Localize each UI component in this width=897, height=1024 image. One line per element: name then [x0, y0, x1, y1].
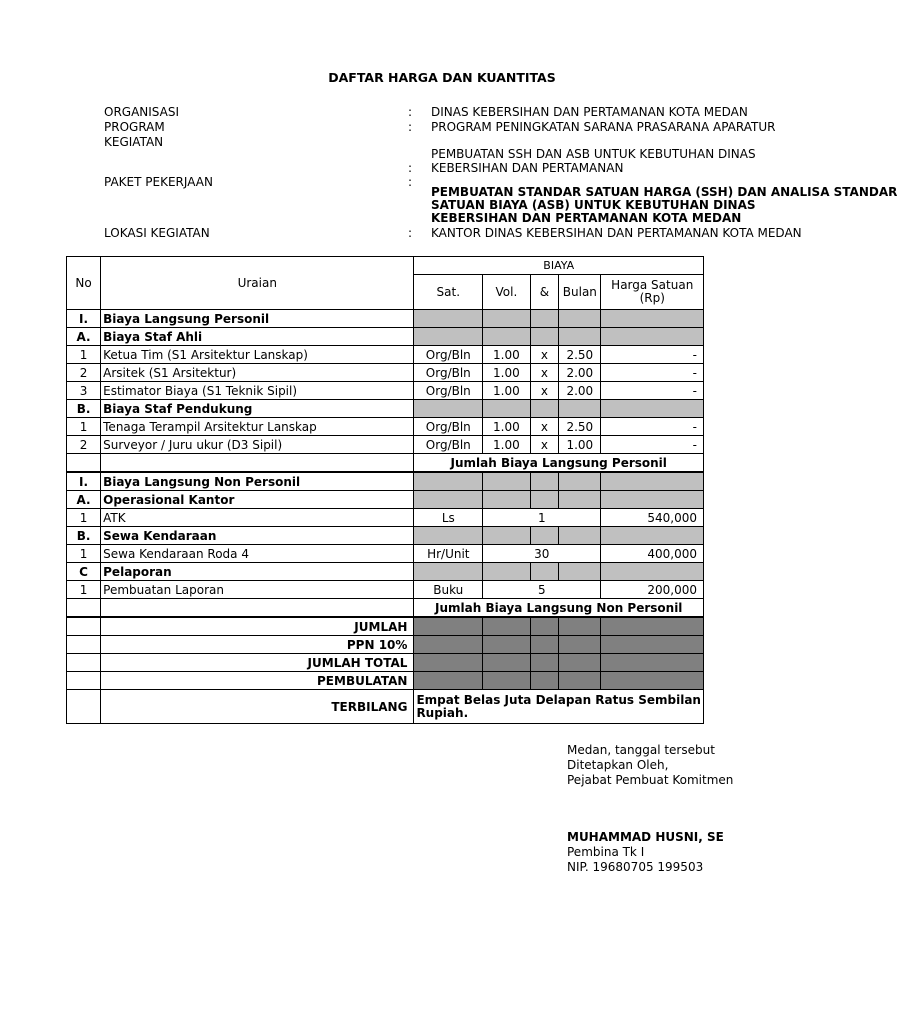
signature-jabatan: Pejabat Pembuat Komitmen: [567, 773, 734, 787]
paket-value-line3: KEBERSIHAN DAN PERTAMANAN KOTA MEDAN: [431, 211, 742, 225]
subtotal-non-personil-label: Jumlah Biaya Langsung Non Personil: [414, 599, 704, 618]
total-row: [67, 636, 704, 654]
table-row: 2 Surveyor / Juru ukur (D3 Sipil) Org/Bln 1.00 x 1.00 -: [67, 436, 704, 454]
terbilang-value: [414, 690, 704, 724]
total-row: [67, 654, 704, 672]
kegiatan-value-line2: KEBERSIHAN DAN PERTAMANAN: [431, 161, 624, 175]
terbilang-value-line1: Empat Belas Juta Delapan Ratus Sembilan: [416, 692, 701, 707]
terbilang-row: [67, 690, 704, 724]
table-row: 1 Pembuatan Laporan Buku 5 200,000: [67, 581, 704, 599]
signature-ditetapkan: Ditetapkan Oleh,: [567, 758, 669, 772]
signature-name: MUHAMMAD HUSNI, SE: [567, 830, 724, 844]
paket-value-line1: PEMBUATAN STANDAR SATUAN HARGA (SSH) DAN ANALISA STANDAR: [431, 185, 897, 199]
section-label: Biaya Langsung Personil: [101, 310, 414, 328]
terbilang-label: TERBILANG: [101, 690, 414, 724]
section-row: [67, 310, 704, 328]
paket-label: PAKET PEKERJAAN: [104, 175, 213, 189]
signature-place-date: Medan, tanggal tersebut: [567, 743, 715, 757]
subtotal-personil-label: Jumlah Biaya Langsung Personil: [414, 454, 704, 473]
lokasi-label: LOKASI KEGIATAN: [104, 226, 210, 240]
table-row: 1 ATK Ls 1 540,000: [67, 509, 704, 527]
lokasi-value: KANTOR DINAS KEBERSIHAN DAN PERTAMANAN KOTA MEDAN: [431, 226, 802, 240]
kegiatan-value-line1: PEMBUATAN SSH DAN ASB UNTUK KEBUTUHAN DINAS: [431, 147, 756, 161]
table-row: 2 Arsitek (S1 Arsitektur) Org/Bln 1.00 x 2.00 -: [67, 364, 704, 382]
colon: :: [408, 226, 413, 240]
total-row: [67, 617, 704, 636]
header-harga-satuan-line1: Harga Satuan: [611, 278, 694, 292]
table-row: 1 Sewa Kendaraan Roda 4 Hr/Unit 30 400,000: [67, 545, 704, 563]
price-quantity-table: [66, 256, 704, 724]
colon: :: [408, 105, 413, 119]
table-header-row: [67, 257, 704, 275]
header-amp: &: [530, 275, 559, 310]
total-row: [67, 672, 704, 690]
pembulatan-label: PEMBULATAN: [101, 672, 414, 690]
section-no: I.: [67, 310, 101, 328]
terbilang-value-line2: Rupiah.: [416, 705, 469, 720]
organisasi-value: DINAS KEBERSIHAN DAN PERTAMANAN KOTA MEDAN: [431, 105, 748, 119]
header-uraian: Uraian: [101, 257, 414, 310]
table-row: 1 Ketua Tim (S1 Arsitektur Lanskap) Org/Bln 1.00 x 2.50 -: [67, 346, 704, 364]
subsection-row: B. Biaya Staf Pendukung: [67, 400, 704, 418]
paket-value-line2: SATUAN BIAYA (ASB) UNTUK KEBUTUHAN DINAS: [431, 198, 756, 212]
ppn-label: PPN 10%: [101, 636, 414, 654]
header-bulan: Bulan: [559, 275, 601, 310]
program-label: PROGRAM: [104, 120, 165, 134]
header-sat: Sat.: [414, 275, 483, 310]
header-no: No: [67, 257, 101, 310]
signature-rank: Pembina Tk I: [567, 845, 645, 859]
jumlah-label: JUMLAH: [101, 617, 414, 636]
jumlah-total-label: JUMLAH TOTAL: [101, 654, 414, 672]
table-row: 1 Tenaga Terampil Arsitektur Lanskap Org/Bln 1.00 x 2.50 -: [67, 418, 704, 436]
colon: :: [408, 175, 413, 189]
subsection-row: C Pelaporan: [67, 563, 704, 581]
document-title: DAFTAR HARGA DAN KUANTITAS: [328, 70, 556, 85]
subtotal-row: [67, 454, 704, 473]
kegiatan-label: KEGIATAN: [104, 135, 164, 149]
header-vol: Vol.: [483, 275, 531, 310]
header-biaya: BIAYA: [414, 257, 704, 275]
subsection-row: B. Sewa Kendaraan: [67, 527, 704, 545]
section-row: I. Biaya Langsung Non Personil: [67, 472, 704, 491]
subsection-row: [67, 328, 704, 346]
header-harga-satuan: [601, 275, 704, 310]
subsection-row: A. Operasional Kantor: [67, 491, 704, 509]
subsection-no: A.: [67, 328, 101, 346]
colon: :: [408, 161, 413, 175]
subtotal-row: [67, 599, 704, 618]
organisasi-label: ORGANISASI: [104, 105, 180, 119]
colon: :: [408, 120, 413, 134]
table-row: 3 Estimator Biaya (S1 Teknik Sipil) Org/Bln 1.00 x 2.00 -: [67, 382, 704, 400]
header-harga-satuan-line2: (Rp): [639, 291, 665, 305]
program-value: PROGRAM PENINGKATAN SARANA PRASARANA APARATUR: [431, 120, 776, 134]
signature-nip: NIP. 19680705 199503: [567, 860, 704, 874]
subsection-label: Biaya Staf Ahli: [101, 328, 414, 346]
